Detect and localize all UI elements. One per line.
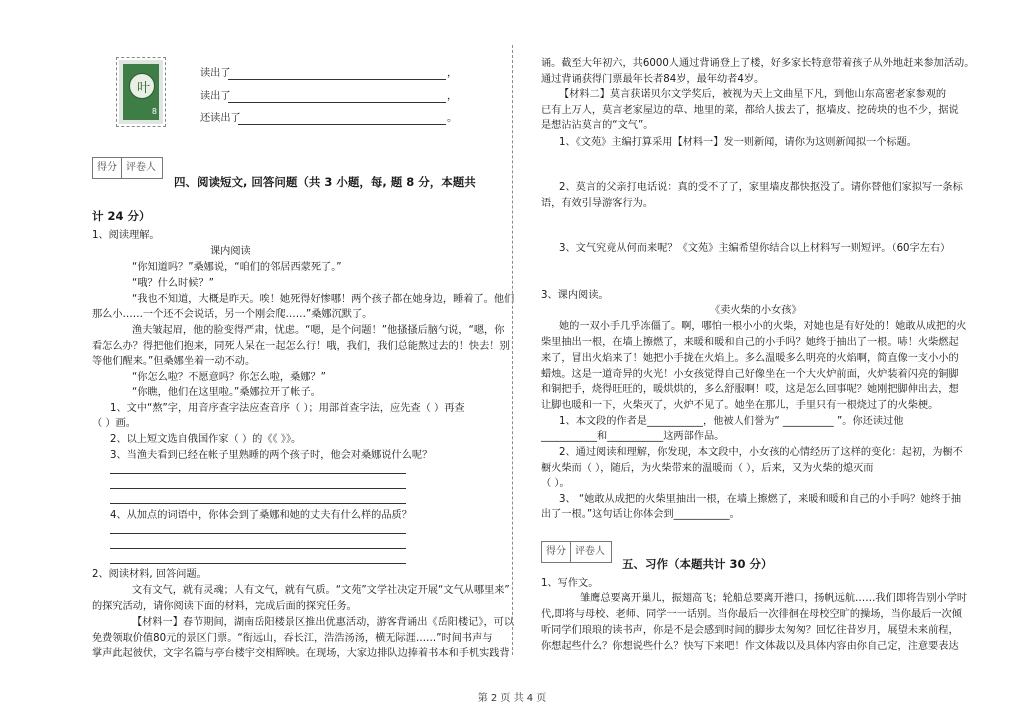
- q3-sub1: 1、本文段的作者是___________，他被人们誉为“ __________ ”。你还读过他: [559, 416, 904, 427]
- answer-line[interactable]: [228, 102, 446, 103]
- section5-title: 五、习作（本题共计 30 分）: [622, 557, 773, 571]
- section4-title-cont: 计 24 分）: [92, 209, 151, 223]
- r-top-line: 通过背诵获得门票最年长者84岁，最年幼者4岁。: [541, 74, 765, 85]
- column-divider: [512, 45, 513, 655]
- q3-sub3-cont: 出了一根。”这句话让你体会到___________。: [541, 509, 740, 520]
- q3-sub2: 2、通过阅读和理解，你发现，本文段中，小女孩的心情经历了这样的变化：起初，为橱不: [559, 447, 963, 458]
- essay-line: 你想起些什么？你想说些什么？快写下来吧！作文体裁以及具体内容由你自己定，注意要表达: [541, 641, 959, 652]
- q3-line: 来了，冒出火焰来了！她把小手拢在火焰上。多么温暖多么明亮的火焰啊，简直像一支小小的: [541, 353, 959, 364]
- task1: 1、《文苑》主编打算采用【材料一】发一则新闻，请你为这则新闻拟一个标题。: [559, 137, 917, 148]
- score-box: [92, 157, 163, 179]
- q1-line: “哦？什么时候？”: [132, 278, 214, 289]
- q2-line: 文有文气，就有灵魂；人有文气，就有气质。“文苑”文学社决定开展“文气从哪里来”: [132, 585, 510, 596]
- task2: 2、莫言的父亲打电话说：真的受不了了，家里墙皮都快抠没了。请你替他们家拟写一条标: [559, 182, 963, 193]
- q3-sub2-cont: 橱火柴而（ ），随后，为火柴带来的温暖而（ ），后来，又为火柴的熄灭而: [541, 463, 874, 474]
- q2-label: 2、阅读材料, 回答问题。: [92, 569, 207, 580]
- q1-line: 那么小……一个还不会说话，另一个刚会爬……”桑娜沉默了。: [92, 309, 373, 320]
- score-box: [541, 541, 612, 563]
- read-line-1-end: ，: [447, 68, 458, 79]
- q3-label: 3、课内阅读。: [541, 290, 609, 301]
- q3-line: 让脚也暖和一下，火柴灭了，火炉不见了。她坐在那儿，手里只有一根烧过了的火柴梗。: [541, 400, 939, 411]
- q3-title: 《卖火柴的小女孩》: [710, 305, 802, 316]
- answer-line[interactable]: [110, 503, 406, 504]
- essay-label: 1、写作文。: [541, 578, 599, 589]
- read-line-3-end: 。: [447, 113, 458, 124]
- answer-line[interactable]: [110, 488, 406, 489]
- q1-line: “你瞧，他们在这里啦。”桑娜拉开了帐子。: [132, 387, 321, 398]
- essay-line: 雏鹰总要离开巢儿，振翅高飞；轮船总要离开港口，扬帆远航……我们即将告别小学时: [580, 593, 968, 604]
- grader-label: 评卷人: [575, 546, 605, 557]
- q1-sub3: 3、当渔夫看到已经在帐子里熟睡的两个孩子时，他会对桑娜说什么呢？: [110, 450, 433, 461]
- read-line-1-label: 读出了: [200, 68, 231, 79]
- answer-line[interactable]: [110, 548, 406, 549]
- q3-line: 柴里抽出一根，在墙上擦燃了，来暖和暖和自己的小手吗？她终于抽出了一根。哧！火柴燃起: [541, 337, 959, 348]
- read-line-2-label: 读出了: [200, 91, 231, 102]
- q1-label: 1、阅读理解。: [92, 230, 160, 241]
- q1-line: “你知道吗？”桑娜说，“咱们的邻居西蒙死了。”: [132, 262, 342, 273]
- answer-line[interactable]: [238, 124, 446, 125]
- stamp-image: 叶 8: [117, 58, 165, 126]
- q3-sub1-cont: ___________和___________这两部作品。: [541, 431, 725, 442]
- q3-sub2-cont2: （ ）。: [541, 478, 570, 489]
- score-label: 得分: [542, 542, 571, 562]
- section4-title: 四、阅读短文, 回答问题（共 3 小题，每, 题 8 分，本题共: [174, 175, 476, 189]
- q2-line: 免费领取价值80元的景区门票。“衔远山，吞长江，浩浩汤汤，横无际涯……”时间书声与: [92, 633, 493, 644]
- q1-line: 渔夫皱起眉，他的脸变得严肃，忧虑。“嗯，是个问题！”他搔搔后脑勺说，“嗯，你: [132, 325, 505, 336]
- read-line-2-end: ，: [447, 91, 458, 102]
- answer-line[interactable]: [228, 79, 446, 80]
- answer-line[interactable]: [110, 563, 406, 564]
- answer-line[interactable]: [110, 533, 406, 534]
- page-footer: 第 2 页 共 4 页: [477, 693, 547, 704]
- q3-line: 蜡烛。这是一道奇异的火光！小女孩觉得自己好像坐在一个大火炉前面，火炉装着闪亮的铜脚: [541, 369, 959, 380]
- q1-line: “我也不知道，大概是昨天。唉！她死得好惨哪！两个孩子都在她身边，睡着了。他们: [132, 294, 515, 305]
- q1-sub2: 2、以上短文选自俄国作家（ ）的《《 》》。: [110, 434, 302, 445]
- q1-sub1: 1、文中“熬”字，用音序查字法应查音序（ ）；用部首查字法，应先查（ ）再查: [110, 403, 465, 414]
- q1-line: 等他们醒来。”但桑娜坐着一动不动。: [92, 356, 256, 367]
- q1-sub1-cont: （ ）画。: [92, 418, 136, 429]
- grader-label: 评卷人: [126, 162, 156, 173]
- essay-line: 听同学们琅琅的读书声，你是不是会感到时间的脚步太匆匆？回忆往昔岁月，展望未来前程，: [541, 625, 959, 636]
- q3-line: 和铜把手，烧得旺旺的，暖烘烘的，多么舒服啊！哎，这是怎么回事呢？她刚把脚伸出去，想: [541, 384, 959, 395]
- r-top-line: 诵。截至大年初六，共6000人通过背诵登上了楼，好多家长特意带着孩子从外地赶来参加活动。: [541, 58, 975, 69]
- task3: 3、文气究竟从何而来呢？《文苑》主编希望你结合以上材料写一则短评。（60字左右）: [559, 243, 951, 254]
- score-label: 得分: [93, 158, 122, 178]
- q1-line: 看怎么办？得把他们抱来，同死人呆在一起怎么行！哦，我们，我们总能熬过去的！快去！别: [92, 341, 510, 352]
- r-top-line: 【材料二】莫言获诺贝尔文学奖后，被视为天上文曲星下凡，到他山东高密老家参观的: [559, 89, 947, 100]
- q2-line: 【材料一】春节期间，湖南岳阳楼景区推出优惠活动，游客背诵出《岳阳楼记》，可以: [132, 617, 515, 628]
- q3-sub3: 3、 “她敢从成把的火柴里抽出一根，在墙上擦燃了，来暖和暖和自己的小手吗？她终于抽: [559, 494, 962, 505]
- q2-line: 掌声此起彼伏，文字名篇与亭台楼宇交相辉映。在现场，大家边排队边捧着书本和手机实践背: [92, 648, 510, 659]
- essay-line: 代,即将与母校、老师、同学一一话别。当你最后一次徘徊在母校空旷的操场，当你最后一次倾: [541, 609, 962, 620]
- q1-subtitle: 课内阅读: [210, 246, 251, 257]
- r-top-line: 已有上万人，莫言老家屋边的草、地里的菜，都给人拔去了，抠墙皮、挖砖块的也不少，据说: [541, 105, 959, 116]
- q2-line: 的探究活动，请你阅读下面的材料，完成后面的探究任务。: [92, 601, 357, 612]
- task2-cont: 语，有效引导游客行为。: [541, 198, 654, 209]
- q1-sub4: 4、从加点的词语中，你体会到了桑娜和她的丈夫有什么样的品质？: [110, 510, 412, 521]
- q3-line: 她的一双小手几乎冻僵了。啊，哪怕一根小小的火柴，对她也是有好处的！她敢从成把的火: [559, 321, 967, 332]
- r-top-line: 是想沾沾莫言的“文气”。: [541, 120, 654, 131]
- read-line-3-label: 还读出了: [200, 113, 241, 124]
- answer-line[interactable]: [110, 473, 406, 474]
- q1-line: “你怎么啦？不愿意吗？你怎么啦，桑娜？”: [132, 372, 326, 383]
